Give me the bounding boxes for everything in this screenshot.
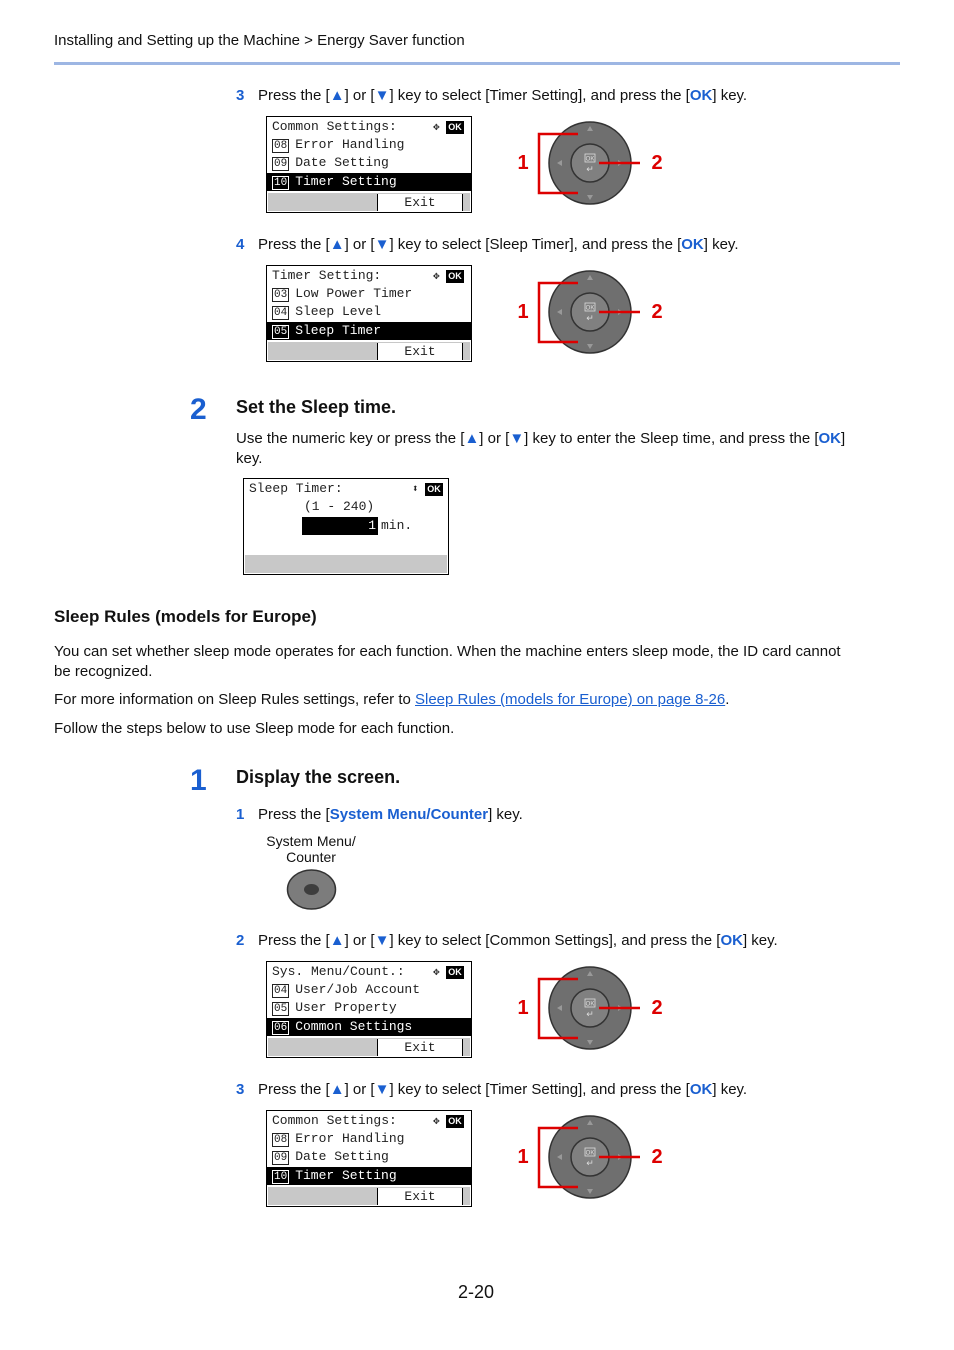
lcd-exit-softkey: Exit (377, 343, 463, 360)
enter-icon: ↵ (586, 314, 594, 324)
lcd-menu-item-selected: 05 Sleep Timer (267, 322, 471, 340)
running-header: Installing and Setting up the Machine > Energy Saver function (54, 32, 465, 49)
navigation-dial-diagram (510, 1109, 670, 1204)
enter-icon: ↵ (586, 1010, 594, 1020)
lcd-exit-softkey: Exit (377, 194, 463, 211)
nav-arrows-icon: ✥ OK (433, 122, 462, 134)
dial-ok-text: OK (585, 1001, 595, 1008)
callout-label-1: 1 (517, 301, 529, 323)
lcd-timer-setting (266, 265, 472, 362)
lcd-value-field: 1 (302, 517, 378, 535)
step-number: 2 (236, 932, 245, 949)
dial-ok-text: OK (585, 156, 595, 163)
lcd-menu-item-selected: 10 Timer Setting (267, 173, 471, 191)
ok-badge-icon: OK (448, 1116, 462, 1126)
system-menu-key-caption: System Menu/ Counter (266, 833, 356, 865)
up-key-icon: ▲ (464, 430, 480, 447)
lcd-title: Common Settings: (272, 119, 397, 134)
down-key-icon: ▼ (374, 87, 390, 104)
lcd-title: Sys. Menu/Count.: (272, 964, 405, 979)
step-number: 1 (236, 806, 245, 823)
ok-badge-icon: OK (448, 271, 462, 281)
lcd-menu-item: 08 Error Handling (274, 1131, 405, 1146)
step-press-system-menu: 1 Press the [System Menu/Counter] key. (236, 806, 523, 823)
ok-badge-icon: OK (448, 967, 462, 977)
system-menu-counter-key (284, 867, 340, 913)
step-number: 3 (236, 87, 245, 104)
lcd-menu-item: 09 Date Setting (274, 155, 389, 170)
enter-icon: ↵ (586, 1159, 594, 1169)
lcd-menu-item: 05 User Property (274, 1000, 397, 1015)
section-title: Display the screen. (236, 767, 401, 787)
down-key-icon: ▼ (509, 430, 525, 447)
dial-ok-text: OK (585, 305, 595, 312)
lcd-menu-item: 03 Low Power Timer (274, 286, 413, 301)
navigation-dial-diagram (510, 115, 670, 210)
ok-key-label: OK (720, 932, 743, 949)
lcd-menu-item-selected: 06 Common Settings (267, 1018, 471, 1036)
step-number: 3 (236, 1081, 245, 1098)
lcd-menu-item: 08 Error Handling (274, 137, 405, 152)
up-key-icon: ▲ (329, 87, 345, 104)
callout-label-2: 2 (651, 1146, 663, 1168)
callout-label-1: 1 (517, 997, 529, 1019)
section-body: Use the numeric key or press the [▲] or [▼] key to enter the Sleep time, and press the [OK] key. (236, 430, 846, 467)
ok-key-label: OK (818, 430, 842, 447)
nav-arrows-icon: ✥ OK (433, 271, 462, 283)
lcd-title: Sleep Timer: (249, 481, 343, 496)
paragraph: Follow the steps below to use Sleep mode for each function. (54, 720, 455, 737)
step-select-timer-setting: 3 Press the [▲] or [▼] key to select [Timer Setting], and press the [OK] key. (236, 1081, 748, 1098)
lcd-footer-bar (245, 555, 447, 573)
dial-ok-text: OK (585, 1150, 595, 1157)
section-number: 1 (190, 764, 207, 797)
callout-label-2: 2 (651, 997, 663, 1019)
up-key-icon: ▲ (329, 1081, 345, 1098)
callout-label-2: 2 (651, 152, 663, 174)
ok-badge-icon: OK (448, 122, 462, 132)
lcd-sys-menu-count (266, 961, 472, 1058)
lcd-title: Common Settings: (272, 1113, 397, 1128)
callout-label-1: 1 (517, 1146, 529, 1168)
step-select-timer-setting: 3 Press the [▲] or [▼] key to select [Timer Setting], and press the [OK] key. (236, 87, 748, 104)
nav-arrows-icon: ✥ OK (433, 967, 462, 979)
down-key-icon: ▼ (374, 236, 390, 253)
lcd-common-settings (266, 116, 472, 213)
down-key-icon: ▼ (374, 932, 390, 949)
ok-badge-icon: OK (427, 484, 441, 494)
key-dot-icon (304, 884, 319, 895)
lcd-unit: min. (381, 518, 413, 533)
down-key-icon: ▼ (374, 1081, 390, 1098)
up-key-icon: ▲ (329, 932, 345, 949)
lcd-menu-item: 04 Sleep Level (274, 304, 382, 319)
step-number: 4 (236, 236, 245, 253)
navigation-dial-diagram (510, 960, 670, 1055)
enter-icon: ↵ (586, 165, 594, 175)
lcd-exit-softkey: Exit (377, 1188, 463, 1205)
lcd-range: (1 - 240) (304, 499, 375, 514)
ok-key-label: OK (689, 87, 713, 104)
callout-label-1: 1 (517, 152, 529, 174)
lcd-menu-item: 04 User/Job Account (274, 982, 421, 997)
step-select-sleep-timer: 4 Press the [▲] or [▼] key to select [Sleep Timer], and press the [OK] key. (236, 236, 739, 253)
section-title: Set the Sleep time. (236, 397, 397, 417)
callout-label-2: 2 (651, 301, 663, 323)
lcd-menu-item: 09 Date Setting (274, 1149, 389, 1164)
lcd-exit-softkey: Exit (377, 1039, 463, 1056)
navigation-dial-diagram (510, 264, 670, 359)
paragraph: You can set whether sleep mode operates for each function. When the machine enters sleep mode, the ID card cannot be recognized. (54, 643, 841, 680)
step-select-common-settings: 2 Press the [▲] or [▼] key to select [Common Settings], and press the [OK] key. (236, 932, 778, 949)
header-rule (54, 62, 900, 65)
page-number: 2-20 (458, 1282, 495, 1302)
nav-arrows-icon: ✥ OK (433, 1116, 462, 1128)
system-menu-key-label: System Menu/Counter (329, 806, 489, 823)
lcd-sleep-timer-entry (243, 478, 449, 575)
paragraph: For more information on Sleep Rules settings, refer to Sleep Rules (models for Europe) on page 8-26. (54, 691, 730, 708)
lcd-title: Timer Setting: (272, 268, 382, 283)
subsection-heading: Sleep Rules (models for Europe) (54, 607, 317, 626)
updown-arrows-icon: ⬍ OK (412, 484, 441, 496)
section-number: 2 (190, 393, 207, 426)
ok-key-label: OK (681, 236, 704, 253)
cross-reference-link[interactable]: Sleep Rules (models for Europe) on page 8-26 (415, 691, 726, 708)
lcd-common-settings (266, 1110, 472, 1207)
ok-key-label: OK (689, 1081, 713, 1098)
lcd-menu-item-selected: 10 Timer Setting (267, 1167, 471, 1185)
up-key-icon: ▲ (329, 236, 345, 253)
